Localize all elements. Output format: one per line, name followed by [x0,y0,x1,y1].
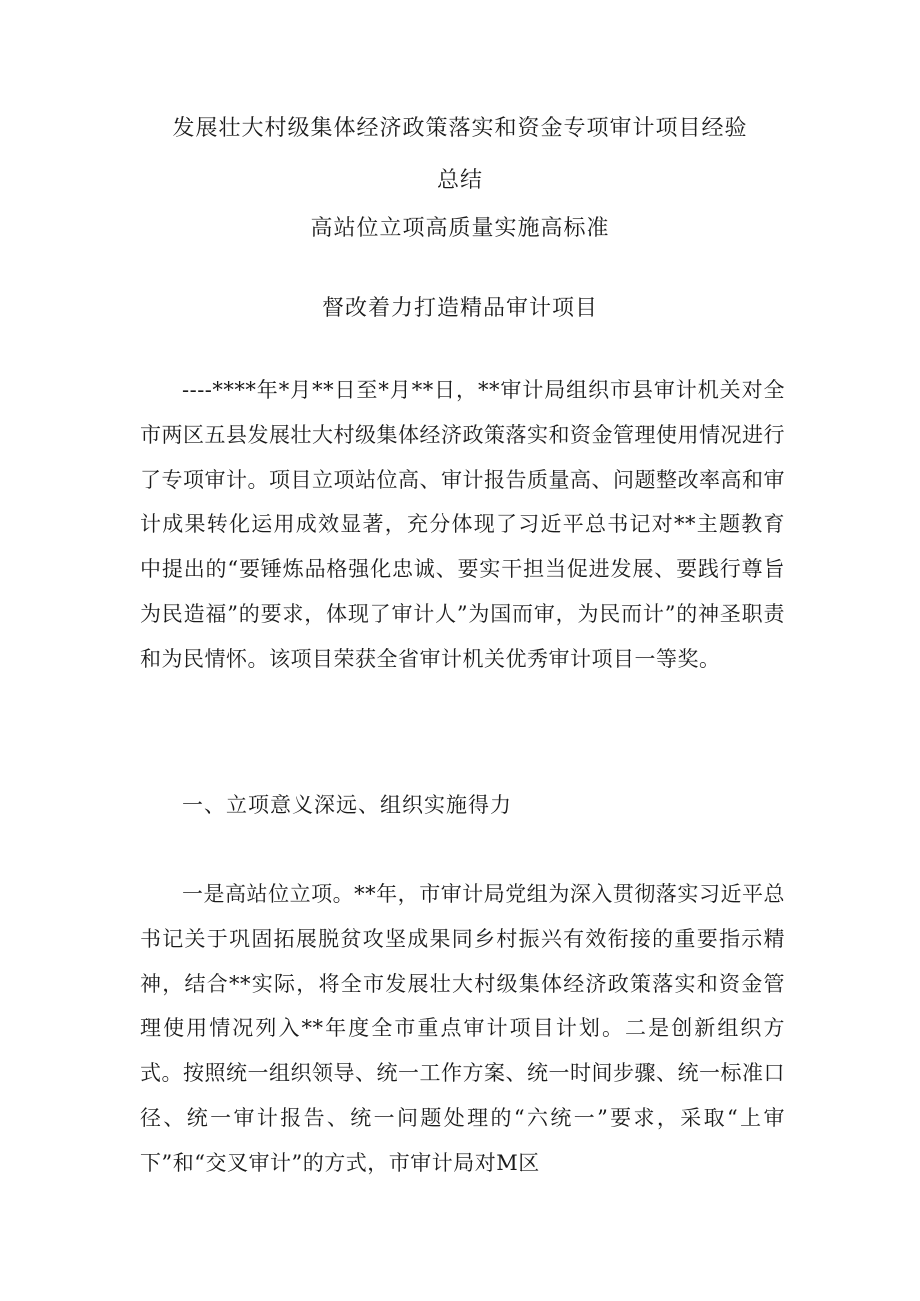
intro-paragraph: ----****年*月**日至*月**日，**审计局组织市县审计机关对全市两区五县发展壮大村级集体经济政策落实和资金管理使用情况进行了专项审计。项目立项站位高、审计报告质量高、问题整改率高和审计成果转化运用成效显著，充分体现了习近平总书记对**主题教育中提出的“要锤炼品格强化忠诚、要实干担当促进发展、要践行尊旨为民造福”的要求，体现了审计人”为国而审，为民而计”的神圣职责和为民情怀。该项目荣获全省审计机关优秀审计项目一等奖。 [140,378,785,671]
document-title-line2: 总结 [436,168,483,193]
section-heading-1: 一、立项意义深远、组织实施得力 [182,793,512,817]
section1-paragraph: 一是高站位立项。**年，市审计局党组为深入贯彻落实习近平总书记关于巩固拓展脱贫攻坚成果同乡村振兴有效衔接的重要指示精神，结合**实际，将全市发展壮大村级集体经济政策落实和资金管理使用情况列入**年度全市重点审计项目计划。二是创新组织方式。按照统一组织领导、统一工作方案、统一时间步骤、统一标准口径、统一审计报告、统一问题处理的“六统一”要求，采取“上审下”和“交叉审计”的方式，市审计局对M区 [140,882,785,1175]
document-title-line1: 发展壮大村级集体经济政策落实和资金专项审计项目经验 [172,116,748,141]
document-subtitle-line1: 高站位立项高质量实施高标准 [310,216,610,241]
document-subtitle-line2: 督改着力打造精品审计项目 [321,296,598,321]
